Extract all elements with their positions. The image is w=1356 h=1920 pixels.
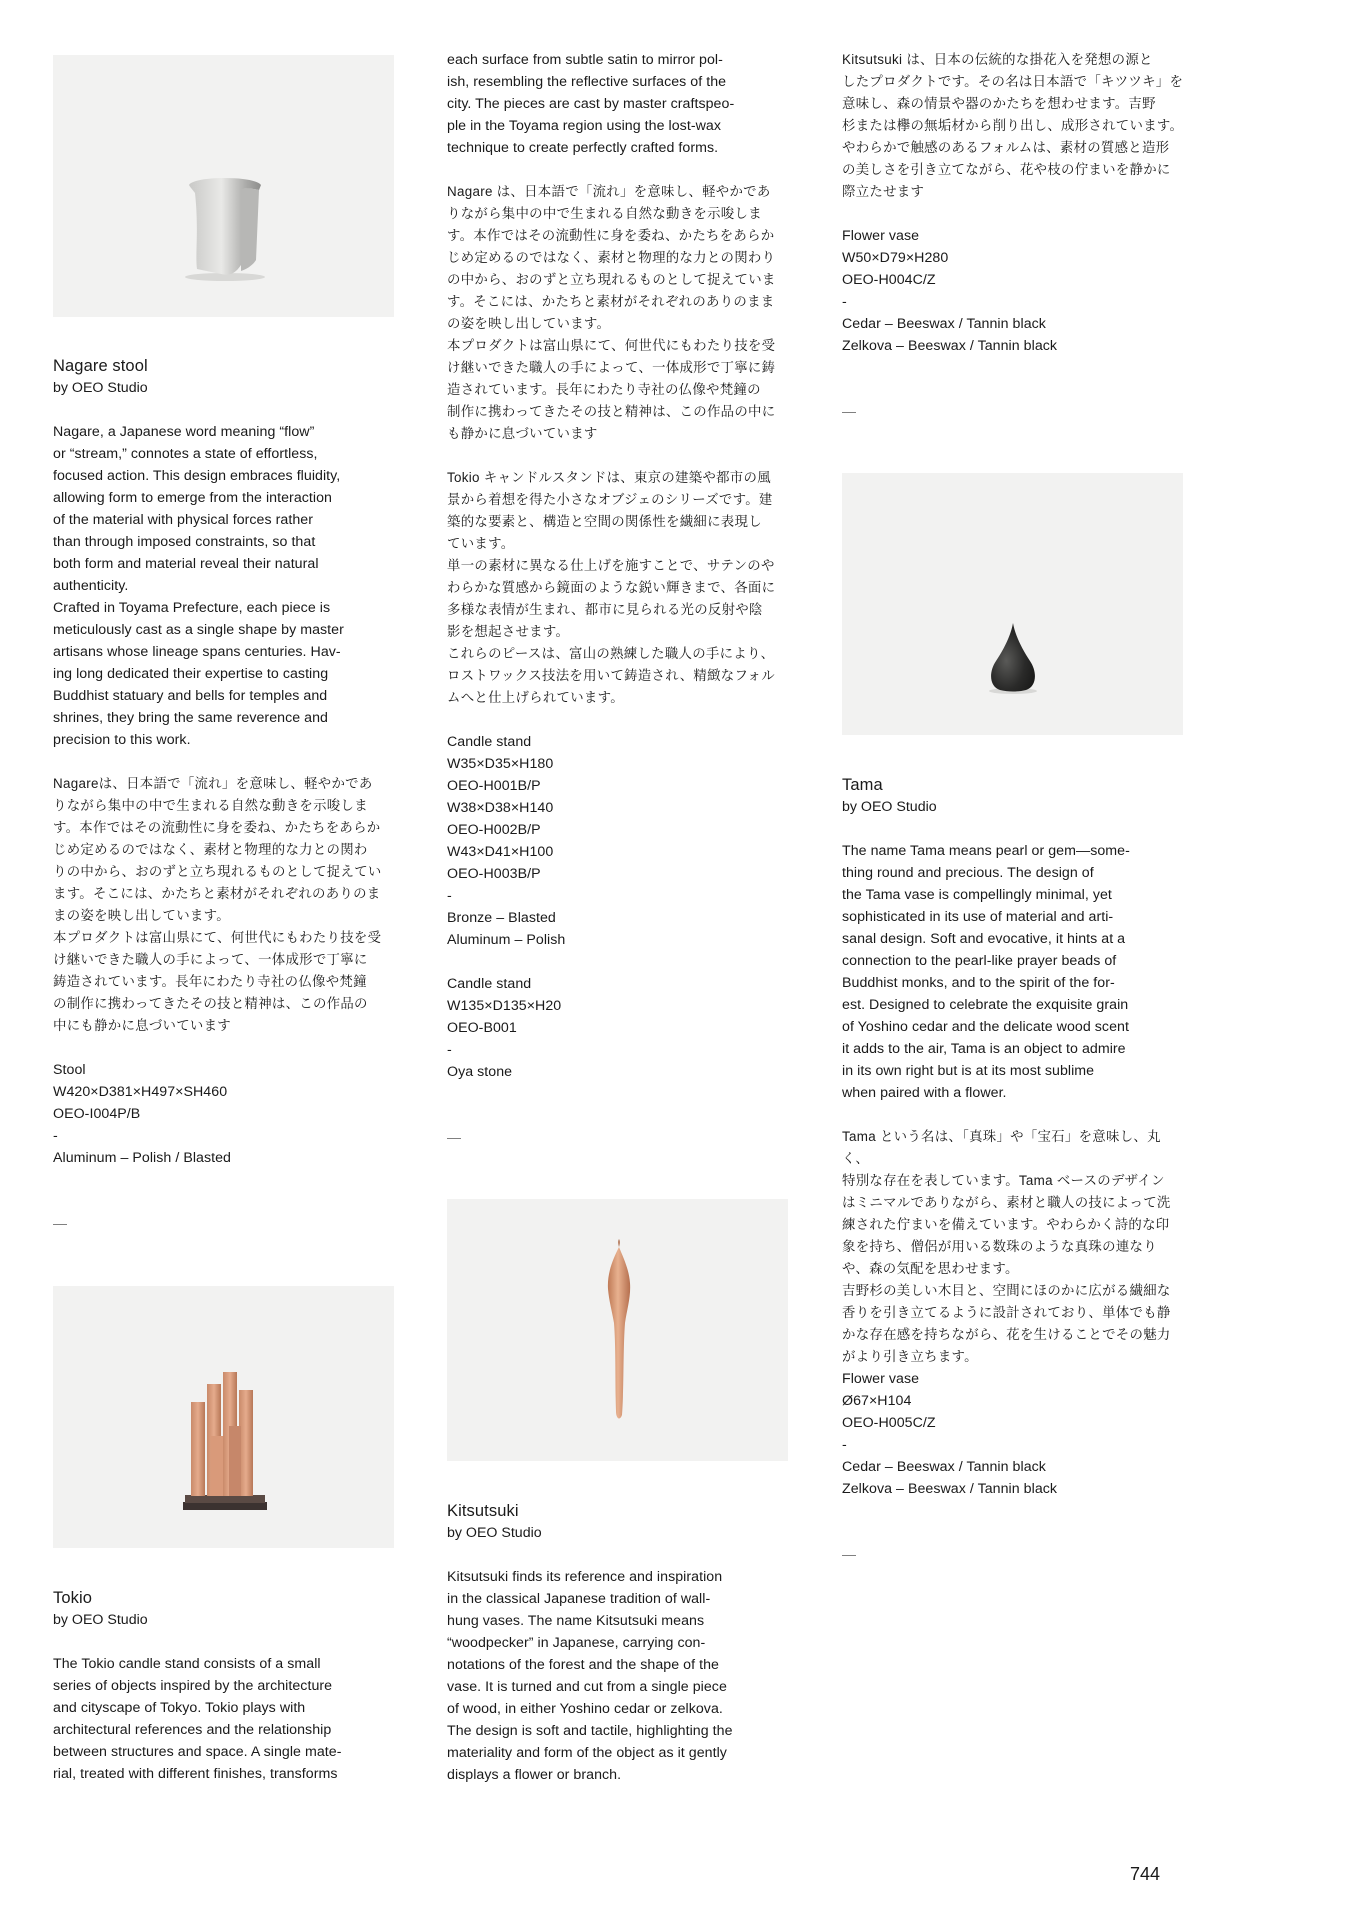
nagare-stool-image (53, 55, 394, 317)
nagare-stool-photo (53, 55, 394, 317)
nagare-description-en: Nagare, a Japanese word meaning “flow” or “stream,” connotes a state of effortless, focused action. This design embraces fluidity, allowing form to emerge from the interaction of the material with physical forces rather than through imposed constraints, so that both form and material reveal their natural authenticity. Crafted in Toyama Prefecture, each piece is meticulously cast as a single shape by master artisans whose lineage spans centuries. Hav- ing long dedicated their expertise to casting Buddhist statuary and bells for temples and shrines, they bring the same reverence and precision to this work. (53, 424, 344, 748)
kitsutsuki-vase-image (447, 1199, 788, 1461)
tokio-title: Tokio (53, 1589, 93, 1607)
tama-vase-photo (842, 473, 1183, 735)
kitsutsuki-title: Kitsutsuki (447, 1502, 519, 1520)
kitsutsuki-description-jp: Kitsutsuki は、日本の伝統的な掛花入を発想の源と したプロダクトです。その名は日本語で「キツツキ」を 意味し、森の情景や器のかたちを想わせます。吉野 杉または欅の無垢材から削り出し、成形されています。 やわらかで触感のあるフォルムは、素材の質感と造形 の美しさを引き立てながら、花や枝の佇まいを静かに 際立たせます (842, 52, 1184, 199)
tama-specs: Flower vase Ø67×H104 OEO-H005C/Z - Cedar – Beeswax / Tannin black Zelkova – Beeswax / Tannin black (842, 1371, 1058, 1497)
tama-divider: — (842, 1546, 856, 1562)
nagare-divider: — (53, 1215, 67, 1231)
tama-header (842, 774, 1187, 818)
nagare-description-jp: Nagareは、日本語で「流れ」を意味し、軽やかであ りながら集中の中で生まれる自然な動きを示唆しま す。本作ではその流動性に身を委ね、かたちをあらか じめ定めるのではなく、素材と物理的な力との関わ りの中から、おのずと立ち現れるものとして捉えてい ます。そこには、かたちと素材がそれぞれのありのま まの姿を映し出しています。 本プロダクトは富山県にて、何世代にもわたり技を受 け継いできた職人の手によって、一体成形で丁寧に 鋳造されています。長年にわたり寺社の仏像や梵鐘 の制作に携わってきたその技と精神は、この作品の 中にも静かに息づいています (53, 776, 382, 1033)
tokio-divider: — (447, 1129, 461, 1145)
tama-byline: by OEO Studio (842, 799, 937, 815)
tama-vase-image (842, 473, 1183, 735)
tokio-description-en-part1: The Tokio candle stand consists of a small series of objects inspired by the architecture and cityscape of Tokyo. Tokio plays with architectural references and the relationship between structures and space. A single mate- rial, treated with different finishes, transforms (53, 1656, 342, 1782)
kitsutsuki-divider: — (842, 403, 856, 419)
nagare-header (53, 355, 398, 399)
tama-title: Tama (842, 776, 883, 794)
kitsutsuki-vase-photo (447, 1199, 788, 1461)
kitsutsuki-specs: Flower vase W50×D79×H280 OEO-H004C/Z - Cedar – Beeswax / Tannin black Zelkova – Beeswax / Tannin black (842, 228, 1058, 354)
nagare-byline: by OEO Studio (53, 380, 148, 396)
tokio-description-jp: Tokio キャンドルスタンドは、東京の建築や都市の風 景から着想を得た小さなオブジェのシリーズです。建 築的な要素と、構造と空間の関係性を繊細に表現し ています。 単一の素材に異なる仕上げを施すことで、サテンのや わらかな質感から鏡面のような鋭い輝きまで、各面に 多様な表情が生まれ、都市に見られる光の反射や陰 影を想起させます。 これらのピースは、富山の熟練した職人の手により、 ロストワックス技法を用いて鋳造され、精緻なフォル ムへと仕上げられています。 (447, 470, 776, 705)
nagare-specs: Stool W420×D381×H497×SH460 OEO-I004P/B - Aluminum – Polish / Blasted (53, 1062, 231, 1166)
tama-description-en: The name Tama means pearl or gem—some- thing round and precious. The design of the Tama vase is compellingly minimal, yet sophisticated in its use of material and arti- sanal design. Soft and evocative, it hints at a connection to the pearl-like prayer beads of Buddhist monks, and to the spirit of the for- est. Designed to celebrate the exquisite grain of Yoshino cedar and the delicate wood scent it adds to the air, Tama is an object to admire in its own right but is at its most sublime when paired with a flower. (842, 843, 1130, 1101)
kitsutsuki-description-en: Kitsutsuki finds its reference and inspiration in the classical Japanese tradition of wall- hung vases. The name Kitsutsuki means “woodpecker” in Japanese, carrying con- notations of the forest and the shape of the vase. It is turned and cut from a single piece of wood, in either Yoshino cedar or zelkova. The design is soft and tactile, highlighting the materiality and form of the object as it gently displays a flower or branch. (447, 1569, 733, 1783)
tokio-header (53, 1587, 398, 1631)
nagare-description-jp-continued: Nagare は、日本語で「流れ」を意味し、軽やかであ りながら集中の中で生まれる自然な動きを示唆しま す。本作ではその流動性に身を委ね、かたちをあらか じめ定めるのではなく、素材と物理的な力との関わり の中から、おのずと立ち現れるものとして捉えていま す。そこには、かたちと素材がそれぞれのありのまま の姿を映し出しています。 本プロダクトは富山県にて、何世代にもわたり技を受 け継いできた職人の手によって、一体成形で丁寧に鋳 造されています。長年にわたり寺社の仏像や梵鐘の 制作に携わってきたその技と精神は、この作品の中に も静かに息づいています (447, 184, 776, 441)
tama-description-jp: Tama という名は、「真珠」や「宝石」を意味し、丸く、 特別な存在を表しています。Tama ベースのデザイン はミニマルでありながら、素材と職人の技によって洗 練された佇まいを備えています。やわらかく詩的な印 象を持ち、僧侶が用いる数珠のような真珠の連なり や、森の気配を思わせます。 吉野杉の美しい木目と、空間にほのかに広がる繊細な 香りを引き立てるように設計されており、単体でも静 かな存在感を持ちながら、花を生けることでその魅力 がより引き立ちます。 (842, 1129, 1171, 1364)
tokio-byline: by OEO Studio (53, 1612, 148, 1628)
kitsutsuki-header (447, 1500, 792, 1544)
nagare-title: Nagare stool (53, 357, 148, 375)
tokio-specs-oya-stone: Candle stand W135×D135×H20 OEO-B001 - Oya stone (447, 976, 562, 1080)
tokio-candle-image (53, 1286, 394, 1548)
page-number: 744 (1130, 1864, 1161, 1884)
tokio-description-en-part2: each surface from subtle satin to mirror pol- ish, resembling the reflective surfaces of the city. The pieces are cast by master craftspeo- ple in the Toyama region using the lost-wax technique to create perfectly crafted forms. (447, 52, 735, 156)
kitsutsuki-byline: by OEO Studio (447, 1525, 542, 1541)
tokio-specs-candle-stand: Candle stand W35×D35×H180 OEO-H001B/P W38×D38×H140 OEO-H002B/P W43×D41×H100 OEO-H003B/P - Bronze – Blasted Aluminum – Polish (447, 734, 566, 948)
tokio-candle-photo (53, 1286, 394, 1548)
